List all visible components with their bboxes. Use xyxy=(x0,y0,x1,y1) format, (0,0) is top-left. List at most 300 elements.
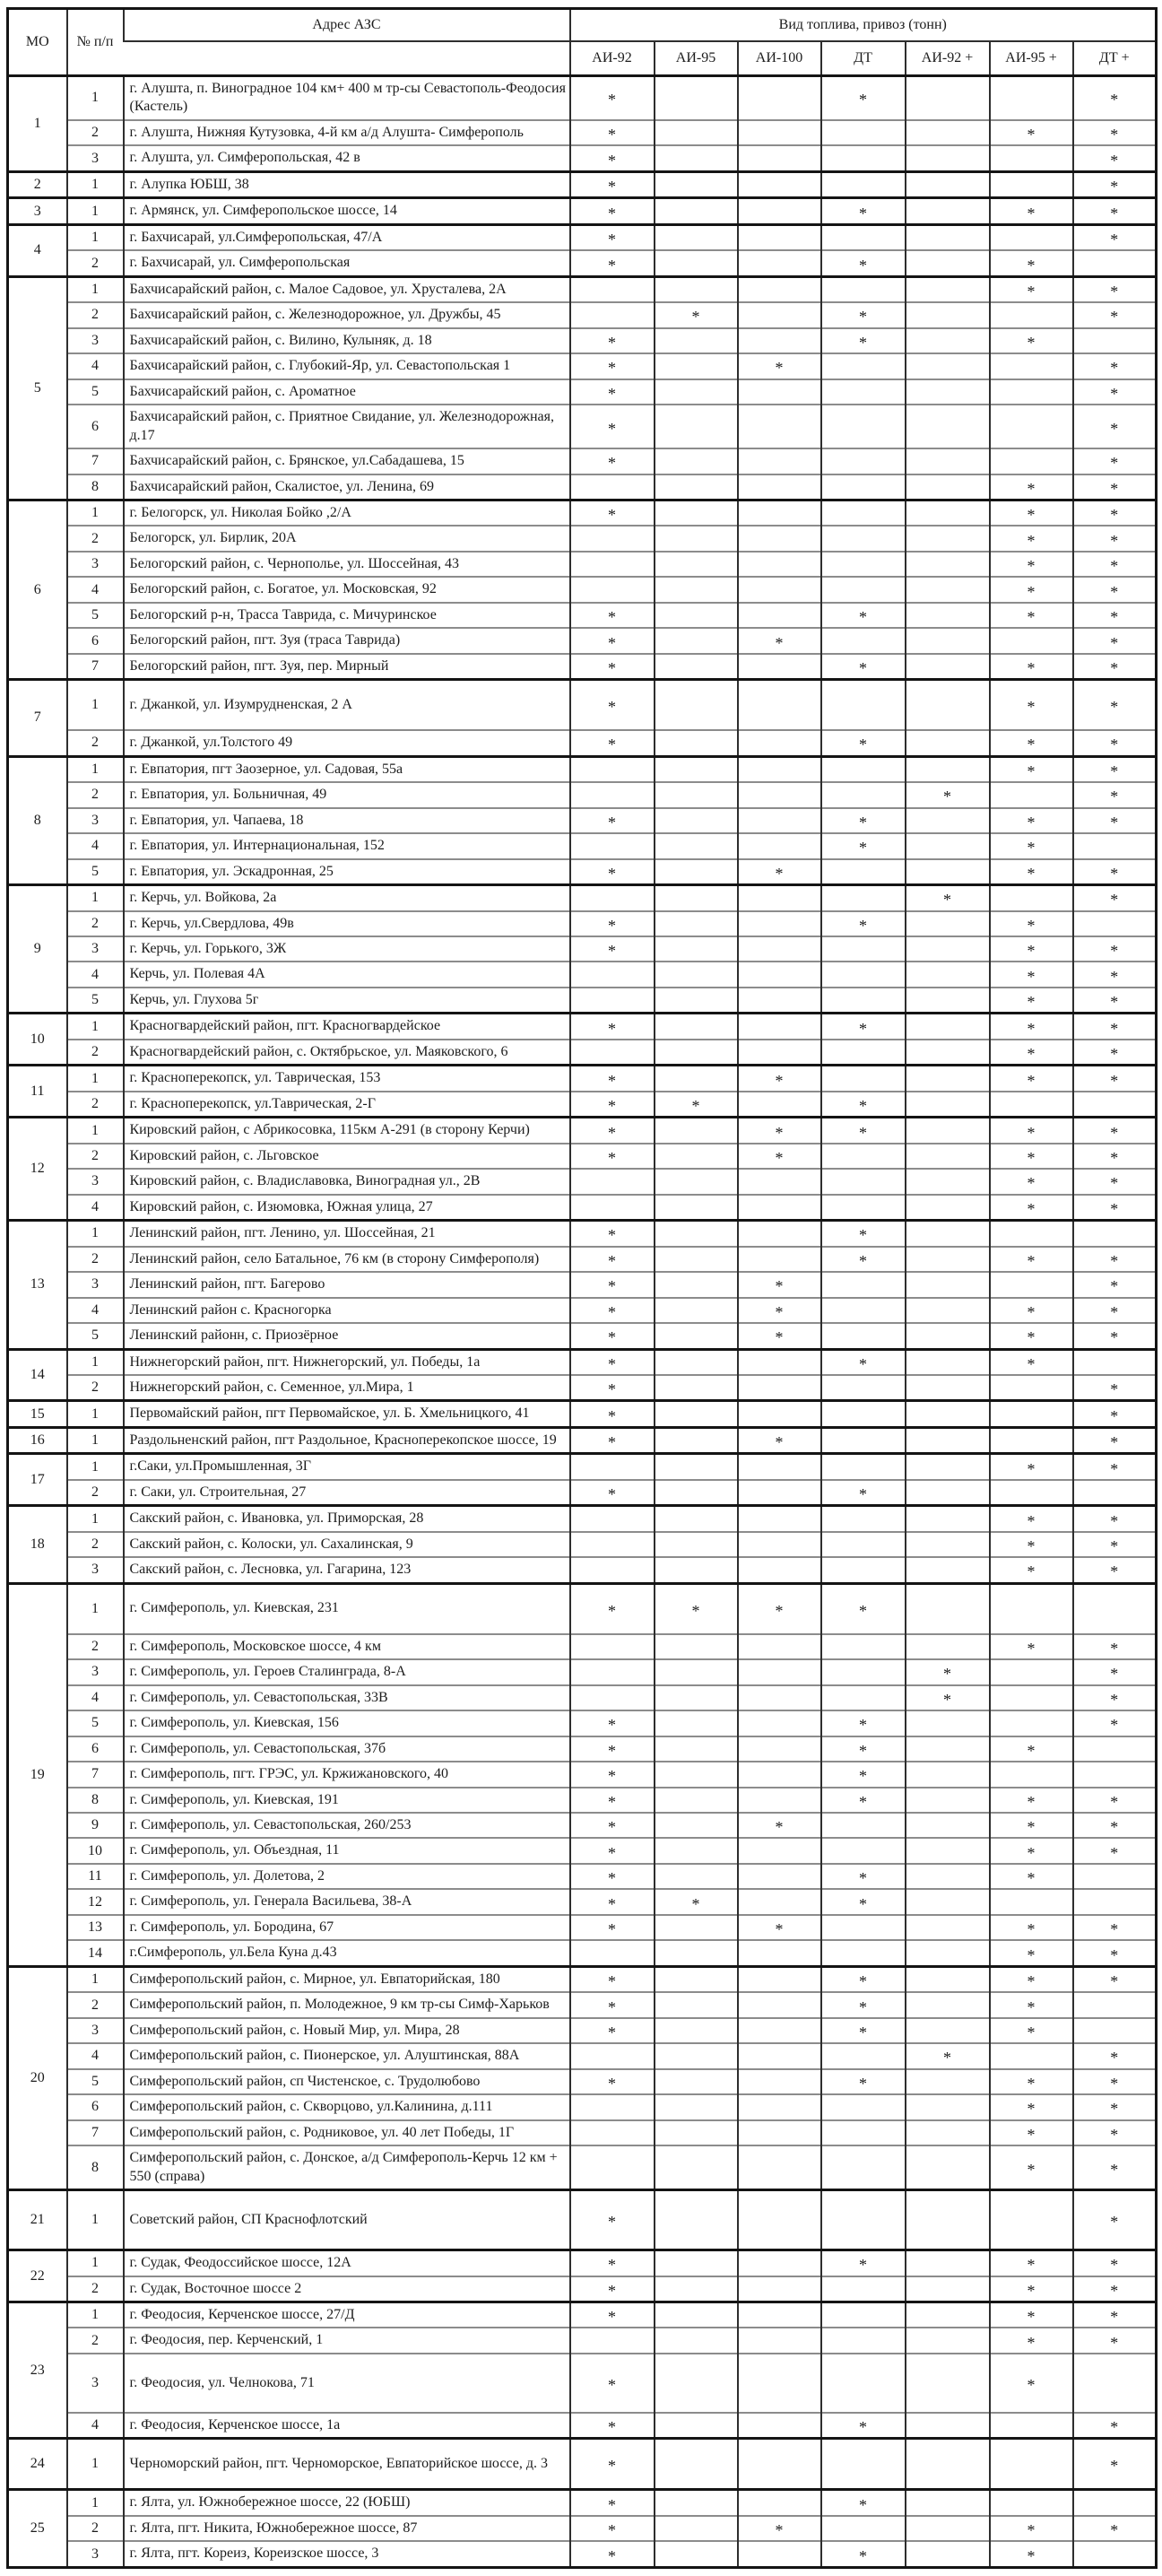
row-number-cell: 2 xyxy=(67,302,124,327)
fuel-cell-ai-92 xyxy=(570,2250,655,2276)
fuel-available-mark: * xyxy=(1027,1354,1036,1373)
fuel-cell-dt xyxy=(821,1401,906,1427)
fuel-available-mark: * xyxy=(1110,1019,1119,1038)
fuel-available-mark: * xyxy=(859,2495,867,2514)
fuel-available-mark: * xyxy=(1027,2281,1036,2300)
station-address-cell: г. Симферополь, пгт. ГРЭС, ул. Кржижановского, 40 xyxy=(124,1762,570,1787)
fuel-cell-dt xyxy=(821,276,906,302)
fuel-cell-ai-95-plus xyxy=(990,1762,1073,1787)
station-address-cell: Бахчисарайский район, Скалистое, ул. Ленина, 69 xyxy=(124,474,570,500)
station-address-cell: г. Бахчисарай, ул. Симферопольская xyxy=(124,250,570,276)
fuel-cell-ai-100 xyxy=(738,448,821,474)
fuel-cell-ai-92 xyxy=(570,1762,655,1787)
fuel-available-mark: * xyxy=(608,1380,616,1399)
fuel-cell-dt xyxy=(821,680,906,731)
fuel-cell-ai-95-plus xyxy=(990,1532,1073,1557)
fuel-column-header-ai-100: АИ-100 xyxy=(738,41,821,76)
fuel-available-mark: * xyxy=(1027,608,1036,627)
fuel-cell-ai-92-plus xyxy=(906,448,990,474)
fuel-cell-ai-92-plus xyxy=(906,833,990,858)
fuel-cell-ai-92 xyxy=(570,808,655,833)
fuel-cell-ai-95-plus xyxy=(990,353,1073,379)
fuel-cell-ai-92 xyxy=(570,1066,655,1092)
station-address-cell: Ленинский район, село Батальное, 76 км (в сторону Симферополя) xyxy=(124,1247,570,1272)
fuel-cell-dt xyxy=(821,328,906,353)
fuel-cell-ai-92-plus xyxy=(906,1144,990,1169)
fuel-cell-dt-plus xyxy=(1073,1506,1157,1532)
fuel-cell-ai-92-plus xyxy=(906,1634,990,1659)
fuel-cell-dt-plus xyxy=(1073,628,1157,653)
row-number-cell: 2 xyxy=(67,250,124,276)
fuel-available-mark: * xyxy=(1027,698,1036,717)
fuel-cell-ai-100 xyxy=(738,1040,821,1066)
row-number-cell: 1 xyxy=(67,756,124,782)
fuel-available-mark: * xyxy=(1027,1562,1036,1581)
fuel-cell-ai-92 xyxy=(570,756,655,782)
fuel-cell-ai-95-plus xyxy=(990,1966,1073,1992)
row-number-cell: 3 xyxy=(67,2354,124,2413)
station-address-cell: Бахчисарайский район, с. Малое Садовое, ул. Хрусталева, 2А xyxy=(124,276,570,302)
fuel-available-mark: * xyxy=(775,1148,784,1167)
fuel-available-mark: * xyxy=(1110,788,1119,806)
fuel-cell-ai-92 xyxy=(570,526,655,551)
fuel-cell-ai-95-plus xyxy=(990,859,1073,885)
fuel-cell-dt-plus xyxy=(1073,936,1157,962)
fuel-cell-ai-95-plus xyxy=(990,250,1073,276)
row-number-cell: 5 xyxy=(67,603,124,628)
fuel-cell-ai-92 xyxy=(570,654,655,680)
station-row xyxy=(8,1247,1157,1272)
row-number-cell: 10 xyxy=(67,1838,124,1863)
fuel-available-mark: * xyxy=(1110,384,1119,403)
fuel-cell-ai-95 xyxy=(655,1634,738,1659)
fuel-available-mark: * xyxy=(608,2308,616,2327)
fuel-cell-ai-95 xyxy=(655,603,738,628)
fuel-cell-ai-95 xyxy=(655,782,738,807)
fuel-cell-dt-plus xyxy=(1073,2120,1157,2145)
fuel-available-mark: * xyxy=(1110,1537,1119,1556)
fuel-cell-dt-plus xyxy=(1073,2190,1157,2250)
fuel-cell-dt xyxy=(821,2490,906,2516)
station-address-cell: г. Евпатория, ул. Чапаева, 18 xyxy=(124,808,570,833)
fuel-available-mark: * xyxy=(608,231,616,249)
fuel-cell-dt-plus xyxy=(1073,120,1157,145)
fuel-cell-ai-95 xyxy=(655,2354,738,2413)
fuel-cell-ai-95-plus xyxy=(990,1427,1073,1453)
fuel-cell-ai-92 xyxy=(570,1323,655,1349)
station-address-cell: Симферопольский район, с. Новый Мир, ул. Мира, 28 xyxy=(124,2018,570,2043)
fuel-available-mark: * xyxy=(608,2074,616,2093)
fuel-cell-ai-92-plus xyxy=(906,2018,990,2043)
fuel-cell-ai-95-plus xyxy=(990,1144,1073,1169)
fuel-cell-ai-100 xyxy=(738,1375,821,1401)
station-address-cell: Раздольненский район, пгт Раздольное, Красноперекопское шоссе, 19 xyxy=(124,1427,570,1453)
fuel-cell-dt-plus xyxy=(1073,654,1157,680)
fuel-cell-ai-95 xyxy=(655,1864,738,1889)
fuel-cell-ai-100 xyxy=(738,198,821,224)
fuel-cell-ai-92-plus xyxy=(906,1221,990,1247)
fuel-available-mark: * xyxy=(1027,479,1036,498)
station-address-cell: Бахчисарайский район, с. Вилино, Кулыняк, д. 18 xyxy=(124,328,570,353)
station-row xyxy=(8,526,1157,551)
fuel-available-mark: * xyxy=(859,1019,867,1038)
fuel-cell-ai-100 xyxy=(738,654,821,680)
fuel-cell-dt-plus xyxy=(1073,885,1157,911)
mo-number-cell: 16 xyxy=(8,1427,67,1453)
fuel-cell-ai-92-plus xyxy=(906,1323,990,1349)
fuel-cell-ai-92 xyxy=(570,1813,655,1838)
fuel-cell-ai-100 xyxy=(738,1323,821,1349)
fuel-cell-dt-plus xyxy=(1073,2541,1157,2567)
fuel-available-mark: * xyxy=(1027,2125,1036,2144)
row-number-cell: 1 xyxy=(67,1014,124,1040)
station-address-cell: г. Симферополь, ул. Севастопольская, 260/253 xyxy=(124,1813,570,1838)
fuel-cell-ai-100 xyxy=(738,577,821,602)
fuel-cell-ai-92-plus xyxy=(906,1401,990,1427)
fuel-cell-dt-plus xyxy=(1073,1992,1157,2017)
fuel-cell-ai-95-plus xyxy=(990,833,1073,858)
fuel-available-mark: * xyxy=(608,698,616,717)
fuel-cell-ai-92-plus xyxy=(906,2250,990,2276)
station-row xyxy=(8,224,1157,250)
fuel-cell-ai-92-plus xyxy=(906,1659,990,1684)
fuel-cell-ai-95 xyxy=(655,2250,738,2276)
row-number-cell: 5 xyxy=(67,1323,124,1349)
station-row xyxy=(8,936,1157,962)
fuel-cell-ai-95 xyxy=(655,2328,738,2353)
fuel-cell-ai-100 xyxy=(738,1066,821,1092)
fuel-cell-ai-95 xyxy=(655,1685,738,1710)
fuel-cell-ai-95 xyxy=(655,1838,738,1863)
row-number-cell: 1 xyxy=(67,1427,124,1453)
fuel-available-mark: * xyxy=(775,864,784,883)
fuel-available-mark: * xyxy=(1027,333,1036,352)
fuel-available-mark: * xyxy=(859,659,867,678)
station-row xyxy=(8,782,1157,807)
fuel-cell-dt-plus xyxy=(1073,2094,1157,2119)
row-number-cell: 1 xyxy=(67,2250,124,2276)
fuel-available-mark: * xyxy=(943,788,951,806)
fuel-available-mark: * xyxy=(859,1601,867,1620)
fuel-cell-ai-92-plus xyxy=(906,1557,990,1583)
fuel-available-mark: * xyxy=(775,1433,784,1452)
fuel-available-mark: * xyxy=(1110,864,1119,883)
station-row xyxy=(8,2250,1157,2276)
fuel-available-mark: * xyxy=(608,1894,616,1913)
fuel-cell-dt-plus xyxy=(1073,680,1157,731)
fuel-cell-ai-100 xyxy=(738,1014,821,1040)
station-row xyxy=(8,120,1157,145)
station-address-cell: г. Ялта, пгт. Никита, Южнобережное шоссе, 87 xyxy=(124,2516,570,2541)
fuel-cell-ai-95-plus xyxy=(990,379,1073,405)
fuel-cell-dt xyxy=(821,145,906,171)
fuel-cell-ai-100 xyxy=(738,1762,821,1787)
station-address-cell: Белогорский район, пгт. Зуя, пер. Мирный xyxy=(124,654,570,680)
fuel-cell-ai-95 xyxy=(655,2516,738,2541)
row-number-cell: 6 xyxy=(67,2094,124,2119)
fuel-cell-ai-95-plus xyxy=(990,1685,1073,1710)
fuel-available-mark: * xyxy=(608,1148,616,1167)
fuel-cell-dt xyxy=(821,1454,906,1480)
fuel-cell-ai-92-plus xyxy=(906,1940,990,1966)
station-row xyxy=(8,654,1157,680)
fuel-column-header-ai-95-plus: АИ-95 + xyxy=(990,41,1073,76)
fuel-available-mark: * xyxy=(1110,231,1119,249)
fuel-available-mark: * xyxy=(608,1767,616,1786)
fuel-cell-ai-92-plus xyxy=(906,2302,990,2328)
fuel-cell-ai-92 xyxy=(570,859,655,885)
station-row xyxy=(8,1583,1157,1634)
mo-number-cell: 13 xyxy=(8,1221,67,1349)
fuel-cell-ai-92 xyxy=(570,353,655,379)
fuel-cell-ai-100 xyxy=(738,1889,821,1914)
fuel-cell-dt-plus xyxy=(1073,988,1157,1014)
mo-number-cell: 21 xyxy=(8,2190,67,2250)
fuel-cell-dt xyxy=(821,2276,906,2302)
fuel-cell-ai-95 xyxy=(655,405,738,448)
fuel-cell-ai-95 xyxy=(655,1710,738,1736)
fuel-cell-ai-100 xyxy=(738,603,821,628)
fuel-cell-ai-100 xyxy=(738,628,821,653)
fuel-available-mark: * xyxy=(1027,916,1036,935)
fuel-available-mark: * xyxy=(1027,1792,1036,1811)
fuel-cell-dt xyxy=(821,1685,906,1710)
fuel-cell-ai-92-plus xyxy=(906,1532,990,1557)
fuel-available-mark: * xyxy=(1110,479,1119,498)
fuel-available-mark: * xyxy=(608,359,616,378)
fuel-cell-dt xyxy=(821,962,906,987)
station-row xyxy=(8,1092,1157,1118)
fuel-cell-ai-95 xyxy=(655,1169,738,1194)
fuel-available-mark: * xyxy=(608,91,616,109)
station-address-cell: г. Саки, ул. Строительная, 27 xyxy=(124,1480,570,1506)
station-row xyxy=(8,1323,1157,1349)
fuel-cell-ai-100 xyxy=(738,1659,821,1684)
fuel-available-mark: * xyxy=(1110,1406,1119,1425)
fuel-cell-ai-92 xyxy=(570,1915,655,1940)
fuel-cell-ai-95-plus xyxy=(990,2439,1073,2490)
fuel-cell-ai-100 xyxy=(738,120,821,145)
fuel-cell-ai-92-plus xyxy=(906,911,990,936)
fuel-cell-ai-92-plus xyxy=(906,654,990,680)
fuel-cell-dt xyxy=(821,628,906,653)
fuel-cell-dt-plus xyxy=(1073,1195,1157,1221)
fuel-cell-dt xyxy=(821,2120,906,2145)
station-address-cell: г. Армянск, ул. Симферопольское шоссе, 14 xyxy=(124,198,570,224)
station-row xyxy=(8,911,1157,936)
station-row xyxy=(8,1685,1157,1710)
mo-number-cell: 23 xyxy=(8,2302,67,2438)
fuel-available-mark: * xyxy=(1110,2256,1119,2275)
fuel-cell-ai-100 xyxy=(738,1480,821,1506)
fuel-cell-ai-92 xyxy=(570,1221,655,1247)
fuel-cell-ai-92 xyxy=(570,1788,655,1813)
fuel-cell-dt xyxy=(821,730,906,756)
row-number-cell: 2 xyxy=(67,526,124,551)
station-row xyxy=(8,680,1157,731)
fuel-available-mark: * xyxy=(1027,506,1036,525)
fuel-cell-ai-95 xyxy=(655,76,738,120)
fuel-available-mark: * xyxy=(859,735,867,754)
fuel-cell-dt-plus xyxy=(1073,1736,1157,1762)
station-row xyxy=(8,1066,1157,1092)
fuel-available-mark: * xyxy=(608,1741,616,1760)
station-address-cell: Нижнегорский район, с. Семенное, ул.Мира, 1 xyxy=(124,1375,570,1401)
fuel-cell-ai-92 xyxy=(570,328,655,353)
fuel-cell-dt-plus xyxy=(1073,1480,1157,1506)
fuel-cell-ai-100 xyxy=(738,2094,821,2119)
fuel-cell-ai-92-plus xyxy=(906,1864,990,1889)
fuel-cell-ai-95-plus xyxy=(990,1092,1073,1118)
station-address-cell: г. Керчь, ул. Войкова, 2а xyxy=(124,885,570,911)
fuel-cell-ai-95 xyxy=(655,2439,738,2490)
fuel-available-mark: * xyxy=(1110,1843,1119,1862)
fuel-available-mark: * xyxy=(1027,1174,1036,1193)
fuel-cell-ai-95 xyxy=(655,526,738,551)
row-number-cell: 2 xyxy=(67,782,124,807)
fuel-cell-dt xyxy=(821,224,906,250)
fuel-cell-dt xyxy=(821,1583,906,1634)
fuel-available-mark: * xyxy=(608,813,616,831)
fuel-cell-dt-plus xyxy=(1073,1349,1157,1375)
station-address-cell: г. Джанкой, ул.Толстого 49 xyxy=(124,730,570,756)
fuel-available-mark: * xyxy=(859,839,867,857)
fuel-available-mark: * xyxy=(608,1071,616,1090)
fuel-cell-ai-92-plus xyxy=(906,379,990,405)
fuel-cell-ai-92-plus xyxy=(906,962,990,987)
fuel-cell-ai-92 xyxy=(570,2354,655,2413)
fuel-cell-ai-92 xyxy=(570,1966,655,1992)
mo-number-cell: 4 xyxy=(8,224,67,276)
fuel-cell-dt xyxy=(821,1066,906,1092)
fuel-cell-ai-95-plus xyxy=(990,2354,1073,2413)
row-number-cell: 3 xyxy=(67,1659,124,1684)
fuel-cell-ai-92 xyxy=(570,1889,655,1914)
fuel-cell-ai-95-plus xyxy=(990,1889,1073,1914)
fuel-cell-ai-92 xyxy=(570,1427,655,1453)
fuel-cell-ai-95 xyxy=(655,1966,738,1992)
fuel-available-mark: * xyxy=(859,1485,867,1504)
row-number-column-header: № п/п xyxy=(67,9,124,76)
fuel-cell-ai-95 xyxy=(655,1940,738,1966)
fuel-cell-ai-92 xyxy=(570,500,655,526)
fuel-cell-dt-plus xyxy=(1073,603,1157,628)
fuel-available-mark: * xyxy=(775,1302,784,1321)
fuel-cell-ai-95 xyxy=(655,1915,738,1940)
fuel-cell-ai-92 xyxy=(570,1992,655,2017)
row-number-cell: 6 xyxy=(67,1736,124,1762)
fuel-cell-dt-plus xyxy=(1073,782,1157,807)
fuel-cell-ai-100 xyxy=(738,1634,821,1659)
fuel-cell-dt xyxy=(821,1349,906,1375)
fuel-cell-dt-plus xyxy=(1073,2516,1157,2541)
fuel-available-mark: * xyxy=(1110,2074,1119,2093)
fuel-cell-ai-95-plus xyxy=(990,603,1073,628)
fuel-cell-ai-92-plus xyxy=(906,603,990,628)
fuel-cell-dt-plus xyxy=(1073,1966,1157,1992)
fuel-cell-ai-92-plus xyxy=(906,1583,990,1634)
fuel-available-mark: * xyxy=(1110,1818,1119,1837)
fuel-available-mark: * xyxy=(608,1406,616,1425)
row-number-cell: 6 xyxy=(67,628,124,653)
fuel-cell-ai-95-plus xyxy=(990,171,1073,197)
fuel-available-mark: * xyxy=(608,1302,616,1321)
station-row xyxy=(8,2094,1157,2119)
station-row xyxy=(8,1427,1157,1453)
fuel-cell-dt xyxy=(821,1040,906,1066)
fuel-cell-dt-plus xyxy=(1073,1762,1157,1787)
fuel-available-mark: * xyxy=(859,1354,867,1373)
fuel-cell-ai-100 xyxy=(738,1092,821,1118)
fuel-available-mark: * xyxy=(1027,1511,1036,1530)
fuel-cell-dt xyxy=(821,603,906,628)
fuel-cell-ai-95 xyxy=(655,1992,738,2017)
fuel-available-mark: * xyxy=(1027,2546,1036,2565)
fuel-available-mark: * xyxy=(943,1690,951,1709)
fuel-cell-ai-92 xyxy=(570,2120,655,2145)
station-row xyxy=(8,198,1157,224)
fuel-cell-dt-plus xyxy=(1073,1066,1157,1092)
fuel-cell-ai-92-plus xyxy=(906,1454,990,1480)
fuel-cell-ai-92-plus xyxy=(906,198,990,224)
fuel-available-mark: * xyxy=(943,891,951,909)
fuel-available-mark: * xyxy=(859,1226,867,1245)
fuel-cell-ai-95-plus xyxy=(990,628,1073,653)
fuel-available-mark: * xyxy=(1110,633,1119,652)
fuel-cell-ai-100 xyxy=(738,328,821,353)
fuel-cell-ai-92 xyxy=(570,1480,655,1506)
fuel-cell-ai-95 xyxy=(655,1813,738,1838)
fuel-available-mark: * xyxy=(608,1920,616,1939)
fuel-cell-ai-92-plus xyxy=(906,1118,990,1144)
station-address-cell: Симферопольский район, с. Пионерское, ул. Алуштинская, 88А xyxy=(124,2043,570,2068)
mo-number-cell: 15 xyxy=(8,1401,67,1427)
fuel-cell-dt-plus xyxy=(1073,328,1157,353)
station-address-cell: г. Евпатория, ул. Эскадронная, 25 xyxy=(124,859,570,885)
fuel-cell-ai-92 xyxy=(570,448,655,474)
fuel-cell-ai-95-plus xyxy=(990,2145,1073,2189)
fuel-available-mark: * xyxy=(1110,1665,1119,1684)
fuel-available-mark: * xyxy=(859,256,867,274)
station-row xyxy=(8,1838,1157,1863)
fuel-available-mark: * xyxy=(775,1071,784,1090)
station-row xyxy=(8,1401,1157,1427)
fuel-cell-ai-100 xyxy=(738,302,821,327)
fuel-cell-ai-92-plus xyxy=(906,936,990,962)
station-row xyxy=(8,328,1157,353)
fuel-available-mark: * xyxy=(943,1665,951,1684)
fuel-cell-dt xyxy=(821,198,906,224)
station-address-cell: Симферопольский район, п. Молодежное, 9 км тр-сы Симф-Харьков xyxy=(124,1992,570,2017)
row-number-cell: 2 xyxy=(67,730,124,756)
station-row xyxy=(8,1762,1157,1787)
fuel-cell-dt-plus xyxy=(1073,2439,1157,2490)
station-address-cell: г. Керчь, ул.Свердлова, 49в xyxy=(124,911,570,936)
station-address-cell: Керчь, ул. Глухова 5г xyxy=(124,988,570,1014)
mo-number-cell: 25 xyxy=(8,2490,67,2567)
fuel-cell-ai-92 xyxy=(570,1272,655,1297)
fuel-cell-ai-95 xyxy=(655,833,738,858)
fuel-cell-dt xyxy=(821,1247,906,1272)
fuel-cell-ai-95-plus xyxy=(990,2094,1073,2119)
fuel-available-mark: * xyxy=(608,2418,616,2437)
fuel-cell-ai-95-plus xyxy=(990,1401,1073,1427)
fuel-cell-dt-plus xyxy=(1073,500,1157,526)
row-number-cell: 1 xyxy=(67,2302,124,2328)
fuel-cell-ai-92 xyxy=(570,2094,655,2119)
fuel-available-mark: * xyxy=(859,204,867,222)
fuel-column-header-dt-plus: ДТ + xyxy=(1073,41,1157,76)
